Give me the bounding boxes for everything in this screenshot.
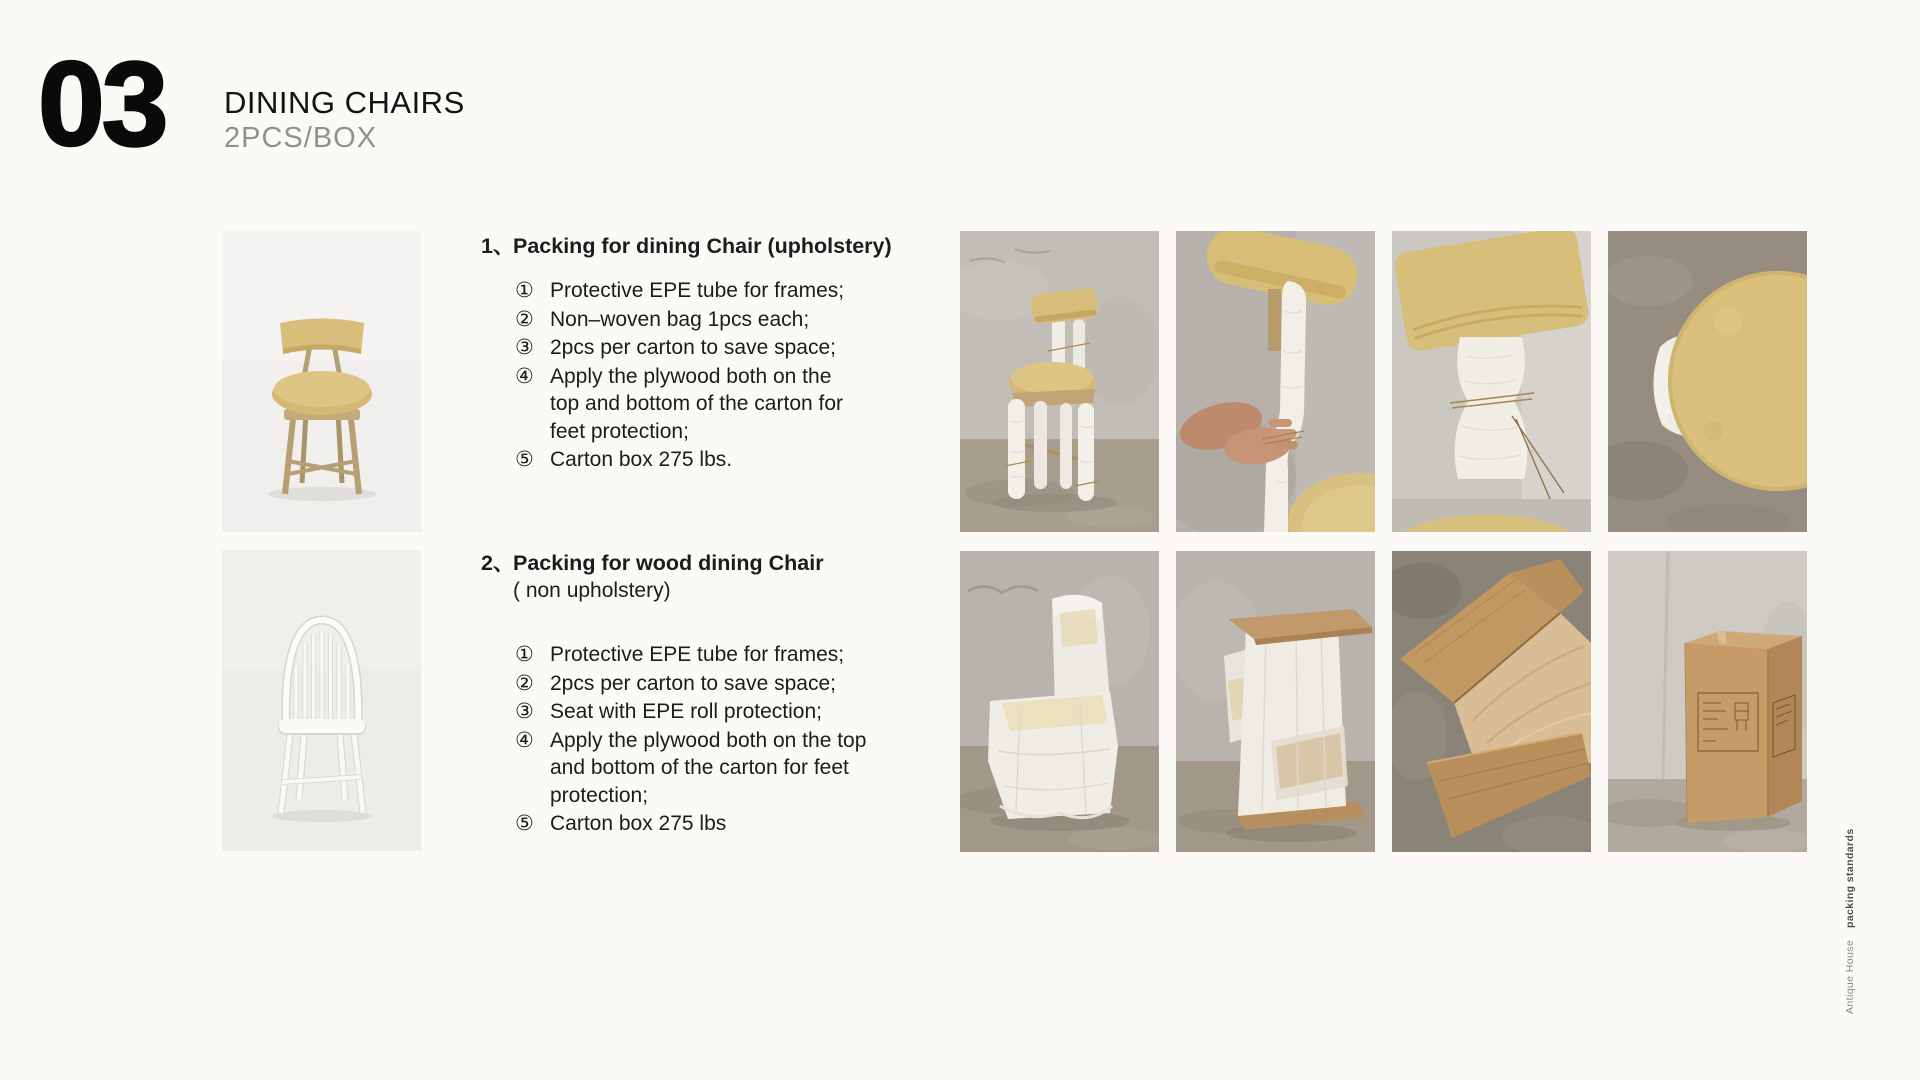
photo-closed-carton-box — [1608, 551, 1807, 852]
step-bullet: ⑤ — [515, 812, 534, 835]
packing-step: Seat with EPE roll protection; — [550, 700, 822, 723]
brand-name: Antique House — [1844, 939, 1856, 1014]
wrapped-chair-illustration — [960, 551, 1159, 852]
page-subtitle: 2PCS/BOX — [224, 122, 378, 154]
photo-upholstered-chair-product — [222, 231, 421, 532]
packing-step: Carton box 275 lbs — [550, 812, 727, 835]
packing-photo-grid — [960, 231, 1807, 852]
packing-steps-list — [515, 641, 901, 838]
section-heading-number: 2、 — [481, 551, 515, 575]
section-upholstery-packing — [481, 232, 901, 474]
section-number: 03 — [38, 37, 166, 171]
section-heading-text: Packing for wood dining Chair — [513, 551, 824, 575]
packing-step: Apply the plywood both on the top and bottom of the carton for feet protection; — [550, 364, 844, 443]
hands-tying-illustration — [1176, 231, 1375, 532]
step-bullet: ③ — [515, 336, 534, 359]
step-bullet: ① — [515, 279, 534, 302]
packing-step: Apply the plywood both on the top and bottom of the carton for feet protection; — [550, 728, 867, 807]
section-heading-text: Packing for dining Chair (upholstery) — [513, 234, 892, 258]
packing-step: Protective EPE tube for frames; — [550, 279, 845, 302]
photo-seat-corner-protector — [1608, 231, 1807, 532]
chair-epe-tubes-illustration — [960, 231, 1159, 532]
packing-step: 2pcs per carton to save space; — [550, 336, 836, 359]
photo-wood-chair-product — [222, 550, 421, 851]
page-title: DINING CHAIRS — [224, 85, 465, 120]
open-carton-illustration — [1392, 551, 1591, 852]
stacked-chairs-illustration — [1176, 551, 1375, 852]
backrest-closeup-illustration — [1392, 231, 1591, 532]
sidebar-note — [1844, 828, 1856, 1014]
photo-chair-nonwoven-bag — [960, 551, 1159, 852]
section-subheading: ( non upholstery) — [513, 579, 671, 602]
step-bullet: ① — [515, 643, 534, 666]
wood-chair-illustration — [222, 550, 421, 851]
seat-top-view-illustration — [1608, 231, 1807, 532]
packing-step: 2pcs per carton to save space; — [550, 671, 836, 695]
section-heading — [481, 232, 901, 260]
section-wood-chair-packing — [481, 549, 901, 838]
photo-backrest-epe-closeup — [1392, 231, 1591, 532]
packing-step: Protective EPE tube for frames; — [550, 643, 845, 666]
section-heading-number: 1、 — [481, 234, 515, 258]
photo-open-carton-plywood — [1392, 551, 1591, 852]
packing-standards-label: packing standards — [1844, 828, 1856, 928]
step-bullet: ② — [515, 671, 534, 695]
step-bullet: ④ — [515, 364, 534, 388]
step-bullet: ② — [515, 307, 534, 331]
title-block — [224, 86, 465, 155]
step-bullet: ⑤ — [515, 448, 534, 471]
step-bullet: ③ — [515, 700, 534, 723]
photo-chair-epe-tubes — [960, 231, 1159, 532]
packing-steps-list — [515, 277, 901, 474]
section-heading — [481, 549, 901, 577]
packing-step: Non–woven bag 1pcs each; — [550, 307, 810, 331]
step-bullet: ④ — [515, 728, 534, 752]
packing-step: Carton box 275 lbs. — [550, 448, 733, 471]
photo-hands-tying-epe — [1176, 231, 1375, 532]
upholstered-chair-illustration — [222, 231, 421, 532]
closed-carton-illustration — [1608, 551, 1807, 852]
photo-stacked-chairs-plywood — [1176, 551, 1375, 852]
